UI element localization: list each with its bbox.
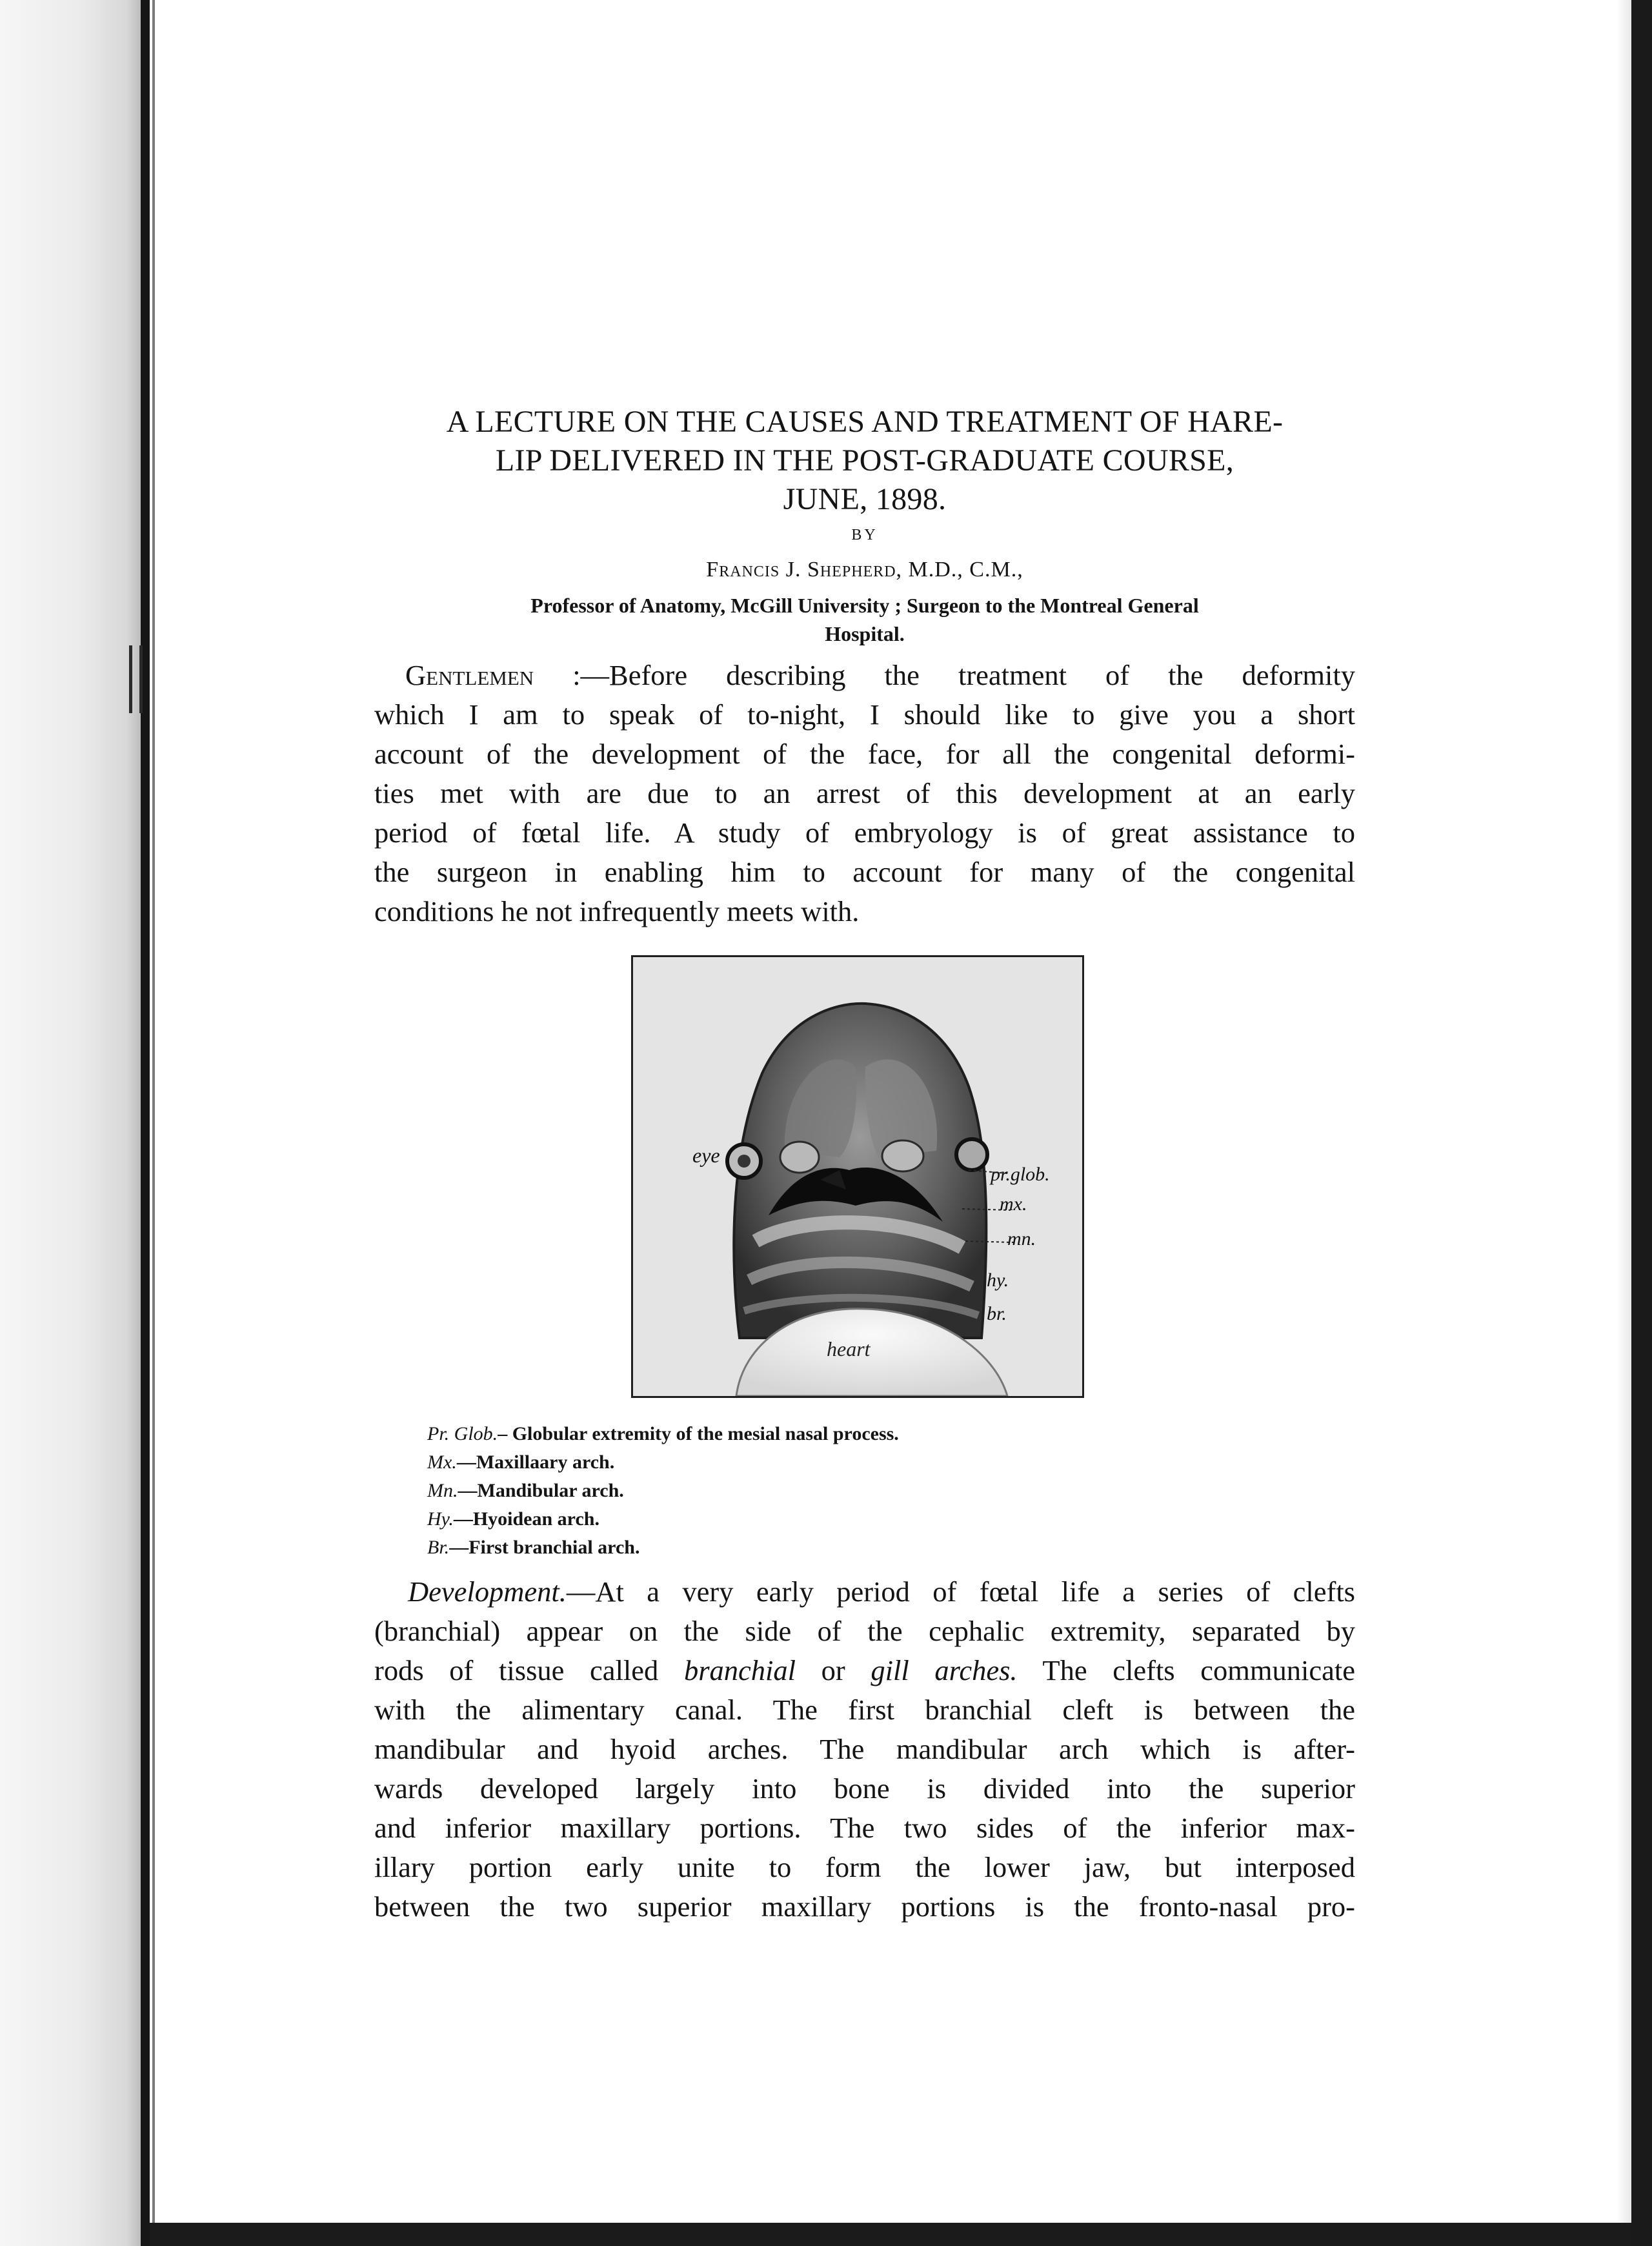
caption-row-br: [427, 1533, 1331, 1562]
development-line-5: mandibular and hyoid arches. The mandibular arch which is after-: [374, 1733, 1355, 1765]
page-right-edge: [1631, 0, 1652, 2246]
caption-abbr: Pr. Glob.: [427, 1423, 498, 1444]
intro-paragraph: [374, 656, 1355, 931]
line3-part-c: or: [796, 1654, 871, 1686]
byline: BY: [851, 527, 878, 543]
title-line-3: JUNE, 1898.: [783, 482, 947, 516]
page-right-shade: [1617, 0, 1631, 2246]
author-name: Francis J. Shepherd, M.D., C.M.,: [706, 558, 1023, 582]
affiliation-line-2: Hospital.: [825, 622, 905, 645]
page-bottom-edge: [150, 2223, 1631, 2246]
caption-abbr: Mn.: [427, 1480, 458, 1501]
intro-line-5: period of fœtal life. A study of embryology is of great assistance to: [374, 816, 1355, 849]
term-gill-arches: gill arches.: [871, 1654, 1018, 1686]
label-br: br.: [987, 1303, 1007, 1324]
development-line-1-rest: —At a very early period of fœtal life a series of clefts: [566, 1575, 1355, 1608]
caption-row-pr-glob: [427, 1420, 1331, 1448]
intro-line-7: conditions he not infrequently meets with.: [374, 895, 860, 927]
caption-text: —Mandibular arch.: [458, 1480, 624, 1501]
development-line-4: with the alimentary canal. The first branchial cleft is between the: [374, 1694, 1355, 1726]
title-line-1: A LECTURE ON THE CAUSES AND TREATMENT OF HARE-: [446, 405, 1284, 439]
page-spine-shadow: [152, 0, 155, 2246]
label-pr-glob: pr.glob.: [991, 1164, 1050, 1185]
affiliation-line-1: Professor of Anatomy, McGill University ; Surgeon to the Montreal General: [530, 594, 1199, 617]
caption-row-mn: [427, 1477, 1331, 1505]
caption-text: – Globular extremity of the mesial nasal process.: [498, 1423, 899, 1444]
book-gutter: [0, 0, 141, 2246]
development-line-2: (branchial) appear on the side of the cephalic extremity, separated by: [374, 1615, 1355, 1647]
embryo-face-figure: [631, 955, 1084, 1398]
development-line-7: and inferior maxillary portions. The two sides of the inferior max-: [374, 1812, 1355, 1844]
label-eye: eye: [692, 1144, 720, 1167]
caption-row-mx: [427, 1448, 1331, 1477]
page-spine-edge: [141, 0, 150, 2246]
development-paragraph: [374, 1572, 1355, 1927]
development-heading: Development.: [408, 1575, 567, 1608]
salutation: Gentlemen: [405, 659, 534, 691]
label-hy: hy.: [987, 1270, 1009, 1291]
development-line-1: [374, 1572, 1355, 1612]
line3-part-e: The clefts communicate: [1017, 1654, 1355, 1686]
caption-text: —Maxillaary arch.: [456, 1452, 615, 1473]
author-affiliation: [374, 591, 1355, 648]
intro-line-6: the surgeon in enabling him to account for many of the congenital: [374, 856, 1355, 888]
label-mx: mx.: [1000, 1193, 1027, 1215]
development-line-8: illary portion early unite to form the lower jaw, but interposed: [374, 1851, 1355, 1883]
line3-part-a: rods of tissue called: [374, 1654, 684, 1686]
development-line-9: between the two superior maxillary portions is the fronto-nasal pro-: [374, 1890, 1355, 1923]
label-mn: mn.: [1007, 1228, 1036, 1249]
intro-line-1-rest: :—Before describing the treatment of the deformity: [534, 659, 1355, 691]
caption-text: —Hyoidean arch.: [453, 1508, 599, 1530]
embryo-illustration: [633, 957, 1082, 1396]
lecture-title: [374, 403, 1355, 519]
intro-line-1: [374, 656, 1355, 695]
term-branchial: branchial: [683, 1654, 796, 1686]
intro-line-4: ties met with are due to an arrest of this development at an early: [374, 777, 1355, 809]
caption-abbr: Hy.: [427, 1508, 454, 1530]
figure-caption: [427, 1420, 1331, 1562]
development-line-3: [374, 1651, 1355, 1690]
label-heart: heart: [827, 1337, 871, 1361]
caption-row-hy: [427, 1505, 1331, 1533]
intro-line-2: which I am to speak of to-night, I should like to give you a short: [374, 698, 1355, 731]
intro-line-3: account of the development of the face, for all the congenital deformi-: [374, 738, 1355, 770]
development-line-6: wards developed largely into bone is divided into the superior: [374, 1772, 1355, 1805]
caption-text: —First branchial arch.: [449, 1537, 640, 1558]
title-line-2: LIP DELIVERED IN THE POST-GRADUATE COURSE,: [495, 443, 1234, 478]
margin-marks: [126, 645, 152, 723]
caption-abbr: Br.: [427, 1537, 450, 1558]
caption-abbr: Mx.: [427, 1452, 457, 1473]
